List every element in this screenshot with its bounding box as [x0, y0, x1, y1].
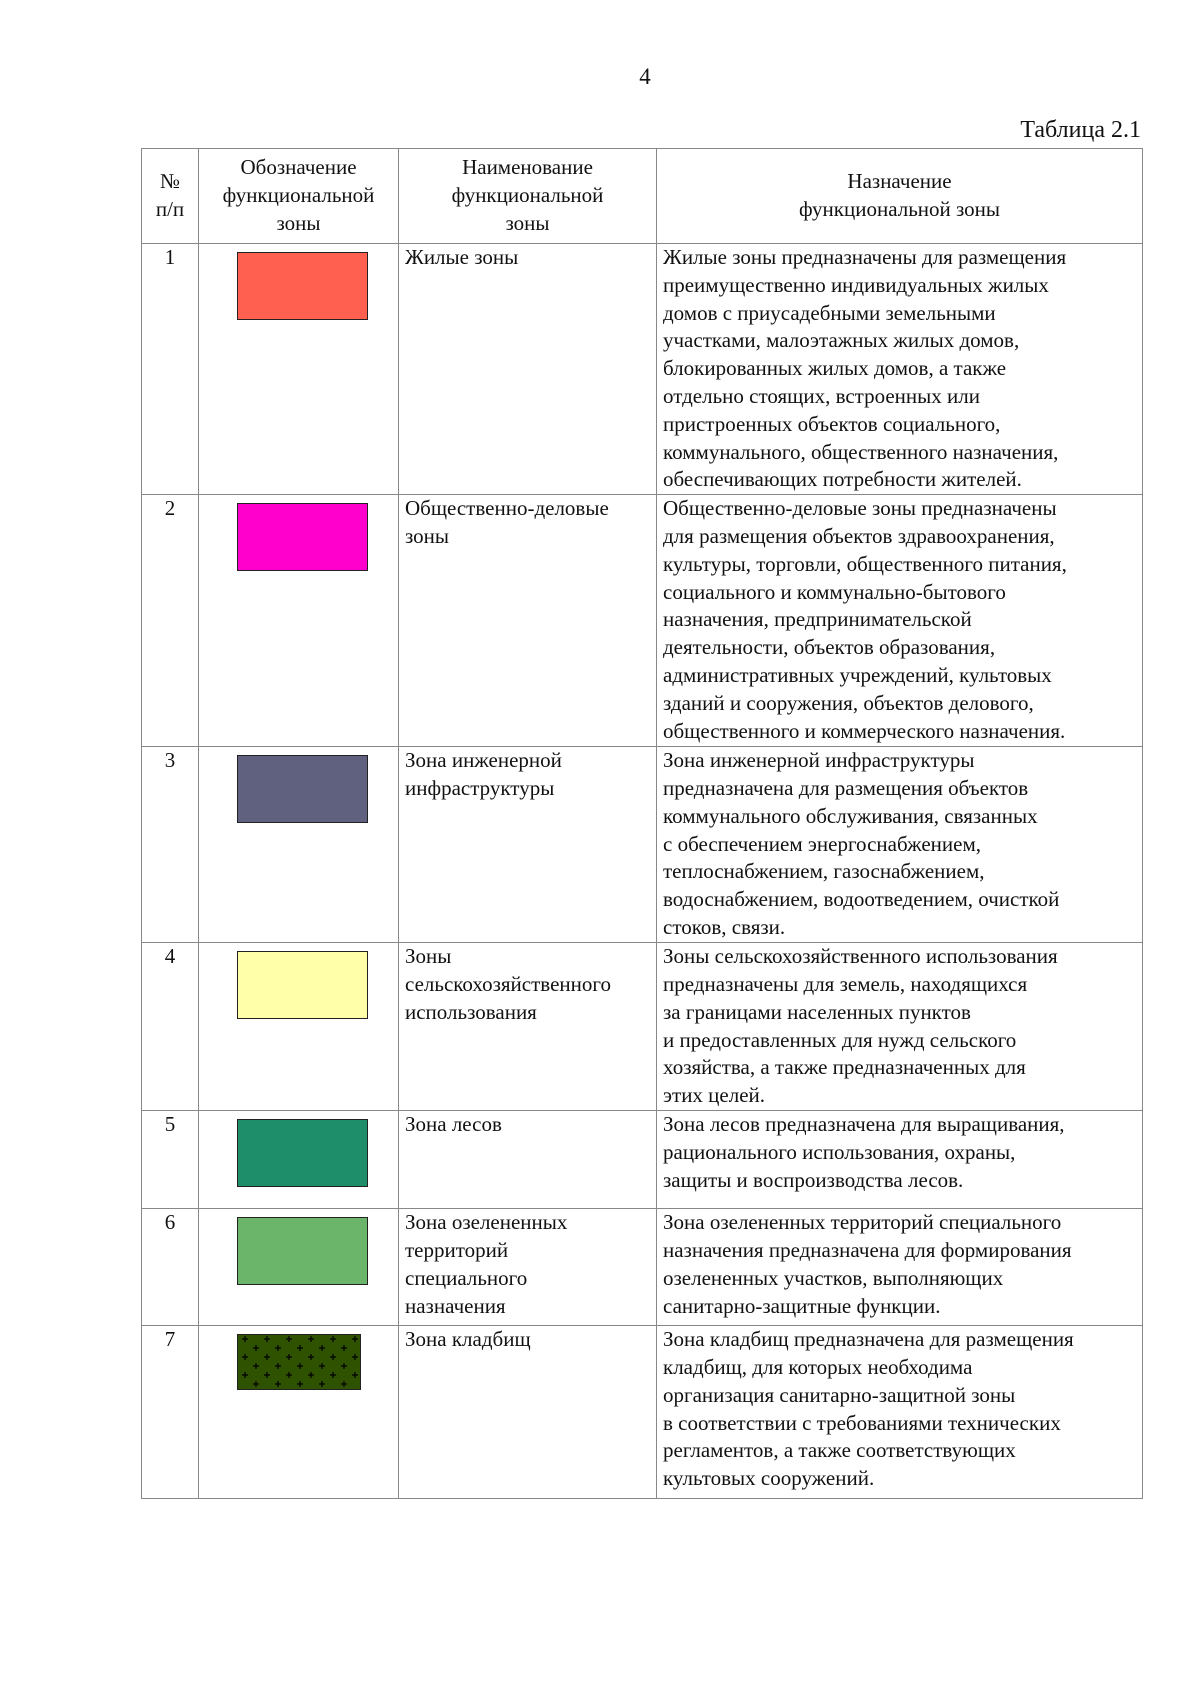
page-number: 4: [639, 64, 651, 89]
header-symbol: Обозначение функциональной зоны: [199, 149, 399, 244]
table-row: [142, 1326, 1143, 1499]
header-name: Наименование функциональной зоны: [399, 149, 657, 244]
zone-symbol-cell: [199, 747, 399, 943]
cemetery-pattern-swatch: [237, 1334, 361, 1390]
table-row: [142, 244, 1143, 495]
zone-description: Жилые зоны предназначены для размещения преимущественно индивидуальных жилых домов с приусадебными земельными участками, малоэтажных жилых домов, блокированных жилых домов, а также отдельно стоящих, встроенных или пристроенных объектов социального, коммунального, общественного назначения, обеспечивающих потребности жителей.: [657, 244, 1143, 495]
zone-symbol-cell: [199, 943, 399, 1111]
functional-zones-table: [141, 148, 1143, 1499]
zone-color-swatch: [237, 951, 368, 1019]
zone-color-swatch: [237, 1119, 368, 1187]
table-row: [142, 495, 1143, 747]
table-caption: Таблица 2.1: [1020, 117, 1141, 143]
row-number: 6: [142, 1209, 199, 1326]
zone-name: Зона инженерной инфраструктуры: [399, 747, 657, 943]
zone-description: Зона кладбищ предназначена для размещения кладбищ, для которых необходима организация санитарно-защитной зоны в соответствии с требованиями технических регламентов, а также соответствующих культовых сооружений.: [657, 1326, 1143, 1499]
zone-description: Зона инженерной инфраструктуры предназначена для размещения объектов коммунального обслуживания, связанных с обеспечением энергоснабжением, теплоснабжением, газоснабжением, водоснабжением, водоотведением, очисткой стоков, связи.: [657, 747, 1143, 943]
row-number: 7: [142, 1326, 199, 1499]
zone-symbol-cell: [199, 1326, 399, 1499]
row-number: 2: [142, 495, 199, 747]
zone-symbol-cell: [199, 1111, 399, 1209]
row-number: 5: [142, 1111, 199, 1209]
table-header-row: [142, 149, 1143, 244]
zone-color-swatch: [237, 1217, 368, 1285]
zone-symbol-cell: [199, 495, 399, 747]
zone-description: Зона лесов предназначена для выращивания, рационального использования, охраны, защиты и воспроизводства лесов.: [657, 1111, 1143, 1209]
zone-name: Зона лесов: [399, 1111, 657, 1209]
zone-name: Жилые зоны: [399, 244, 657, 495]
row-number: 4: [142, 943, 199, 1111]
table-row: [142, 943, 1143, 1111]
zone-color-swatch: [237, 755, 368, 823]
zone-color-swatch: [237, 252, 368, 320]
zone-name: Зона озелененных территорий специального назначения: [399, 1209, 657, 1326]
header-purpose: Назначение функциональной зоны: [657, 149, 1143, 244]
zone-name: Зоны сельскохозяйственного использования: [399, 943, 657, 1111]
zone-name: Общественно-деловые зоны: [399, 495, 657, 747]
zone-symbol-cell: [199, 244, 399, 495]
table-row: [142, 1209, 1143, 1326]
table-row: [142, 1111, 1143, 1209]
header-num: № п/п: [142, 149, 199, 244]
zone-description: Зоны сельскохозяйственного использования предназначены для земель, находящихся за границами населенных пунктов и предоставленных для нужд сельского хозяйства, а также предназначенных для этих целей.: [657, 943, 1143, 1111]
zone-symbol-cell: [199, 1209, 399, 1326]
zone-description: Зона озелененных территорий специального назначения предназначена для формирования озелененных участков, выполняющих санитарно-защитные функции.: [657, 1209, 1143, 1326]
table-row: [142, 747, 1143, 943]
zone-color-swatch: [237, 503, 368, 571]
row-number: 1: [142, 244, 199, 495]
zone-name: Зона кладбищ: [399, 1326, 657, 1499]
row-number: 3: [142, 747, 199, 943]
zone-description: Общественно-деловые зоны предназначены для размещения объектов здравоохранения, культуры, торговли, общественного питания, социального и коммунально-бытового назначения, предпринимательской деятельности, объектов образования, административных учреждений, культовых зданий и сооружения, объектов делового, общественного и коммерческого назначения.: [657, 495, 1143, 747]
